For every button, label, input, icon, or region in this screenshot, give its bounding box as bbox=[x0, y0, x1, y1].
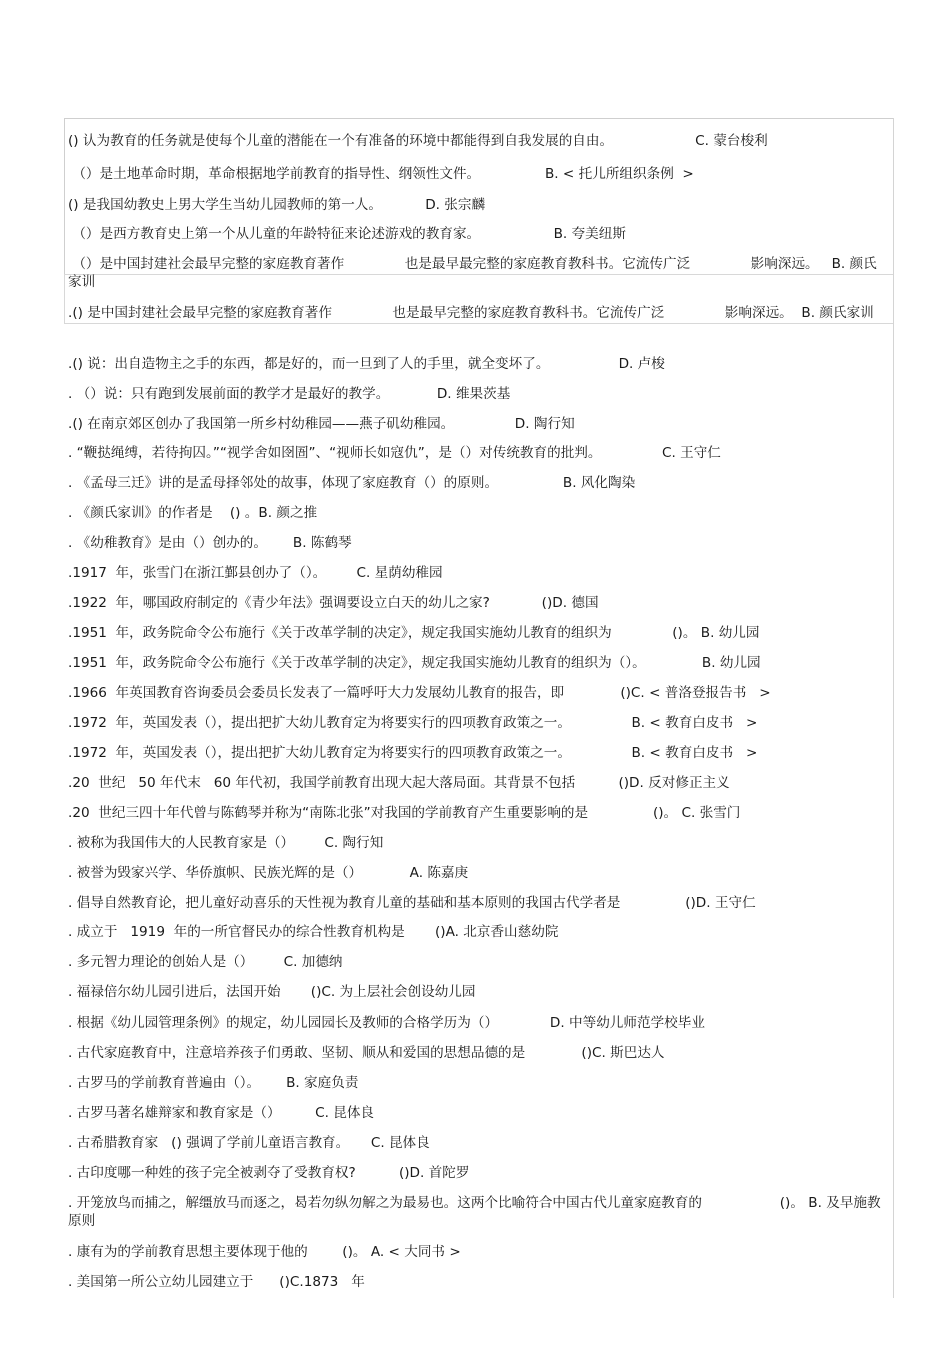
question-line: .1966 年英国教育咨询委员会委员长发表了一篇呼吁大力发展幼儿教育的报告，即 ()C. < 普洛登报告书 > bbox=[68, 685, 771, 701]
question-line: . 古罗马的学前教育普遍由（）。 B. 家庭负责 bbox=[68, 1075, 359, 1091]
question-line: （）是中国封建社会最早完整的家庭教育著作 也是最早最完整的家庭教育教科书。它流传广泛 影响深远。 B. 颜氏家训 bbox=[68, 256, 877, 290]
question-line: . （）说：只有跑到发展前面的教学才是最好的教学。 D. 维果茨基 bbox=[68, 386, 511, 402]
question-line: .() 是中国封建社会最早完整的家庭教育著作 也是最早完整的家庭教育教科书。它流传广泛 影响深远。 B. 颜氏家训 bbox=[68, 305, 874, 321]
question-line: . 古希腊教育家 () 强调了学前儿童语言教育。 C. 昆体良 bbox=[68, 1135, 430, 1151]
question-line: () 是我国幼教史上男大学生当幼儿园教师的第一人。 D. 张宗麟 bbox=[68, 197, 486, 213]
question-line: . 古印度哪一种姓的孩子完全被剥夺了受教育权? ()D. 首陀罗 bbox=[68, 1165, 470, 1181]
question-line: .1972 年，英国发表（），提出把扩大幼儿教育定为将要实行的四项教育政策之一。 B. < 教育白皮书 > bbox=[68, 745, 758, 761]
question-line: . “鞭挞绳缚，若待拘囚。”“视学舍如囹圄”、“视师长如寇仇”，是（）对传统教育的批判。 C. 王守仁 bbox=[68, 445, 721, 461]
page-right-rule bbox=[893, 118, 894, 1298]
question-line: . 古代家庭教育中，注意培养孩子们勇敢、坚韧、顺从和爱国的思想品德的是 ()C. 斯巴达人 bbox=[68, 1045, 665, 1061]
question-line: . 成立于 1919 年的一所官督民办的综合性教育机构是 ()A. 北京香山慈幼院 bbox=[68, 924, 559, 940]
question-line: .20 世纪 50 年代末 60 年代初，我国学前教育出现大起大落局面。其背景不包括 ()D. 反对修正主义 bbox=[68, 775, 730, 791]
question-line: . 《幼稚教育》是由（）创办的。 B. 陈鹤琴 bbox=[68, 535, 352, 551]
question-line: . 根据《幼儿园管理条例》的规定，幼儿园园长及教师的合格学历为（） D. 中等幼儿师范学校毕业 bbox=[68, 1015, 705, 1031]
question-line: .1917 年，张雪门在浙江鄞县创办了（）。 C. 星荫幼稚园 bbox=[68, 565, 443, 581]
question-line: .() 说：出自造物主之手的东西，都是好的，而一旦到了人的手里，就全变坏了。 D. 卢梭 bbox=[68, 356, 665, 372]
question-line: . 《颜氏家训》的作者是 () 。B. 颜之推 bbox=[68, 505, 318, 521]
question-line: . 多元智力理论的创始人是（） C. 加德纳 bbox=[68, 954, 343, 970]
question-line: （）是土地革命时期，革命根据地学前教育的指导性、纲领性文件。 B. < 托儿所组织条例 > bbox=[68, 166, 694, 182]
question-line: . 倡导自然教育论，把儿童好动喜乐的天性视为教育儿童的基础和基本原则的我国古代学者是 ()D. 王守仁 bbox=[68, 895, 756, 911]
question-line: . 美国第一所公立幼儿园建立于 ()C.1873 年 bbox=[68, 1274, 365, 1290]
question-line: （）是西方教育史上第一个从儿童的年龄特征来论述游戏的教育家。 B. 夸美纽斯 bbox=[68, 226, 626, 242]
question-line: . 被称为我国伟大的人民教育家是（） C. 陶行知 bbox=[68, 835, 384, 851]
question-line: . 被誉为毁家兴学、华侨旗帜、民族光辉的是（） A. 陈嘉庚 bbox=[68, 865, 469, 881]
question-line: .1972 年，英国发表（），提出把扩大幼儿教育定为将要实行的四项教育政策之一。 B. < 教育白皮书 > bbox=[68, 715, 758, 731]
question-line: . 开笼放鸟而捕之，解缰放马而逐之，曷若勿纵勿解之为最易也。这两个比喻符合中国古代儿童家庭教育的 ()。 B. 及早施教原则 bbox=[68, 1195, 881, 1229]
question-line: .() 在南京郊区创办了我国第一所乡村幼稚园——燕子矶幼稚园。 D. 陶行知 bbox=[68, 416, 575, 432]
question-line: . 《孟母三迁》讲的是孟母择邻处的故事，体现了家庭教育（）的原则。 B. 风化陶染 bbox=[68, 475, 636, 491]
question-line: .20 世纪三四十年代曾与陈鹤琴并称为“南陈北张”对我国的学前教育产生重要影响的是 ()。 C. 张雪门 bbox=[68, 805, 741, 821]
question-line: .1951 年，政务院命令公布施行《关于改革学制的决定》，规定我国实施幼儿教育的组织为（）。 B. 幼儿园 bbox=[68, 655, 761, 671]
question-line: . 古罗马著名雄辩家和教育家是（） C. 昆体良 bbox=[68, 1105, 375, 1121]
question-line: .1922 年，哪国政府制定的《青少年法》强调要设立白天的幼儿之家? ()D. 德国 bbox=[68, 595, 599, 611]
question-line: . 康有为的学前教育思想主要体现于他的 ()。 A. < 大同书 > bbox=[68, 1244, 461, 1260]
question-line: () 认为教育的任务就是使每个儿童的潜能在一个有准备的环境中都能得到自我发展的自由。 C. 蒙台梭利 bbox=[68, 133, 768, 149]
question-line: . 福禄倍尔幼儿园引进后，法国开始 ()C. 为上层社会创设幼儿园 bbox=[68, 984, 476, 1000]
question-line: .1951 年，政务院命令公布施行《关于改革学制的决定》，规定我国实施幼儿教育的组织为 ()。 B. 幼儿园 bbox=[68, 625, 760, 641]
